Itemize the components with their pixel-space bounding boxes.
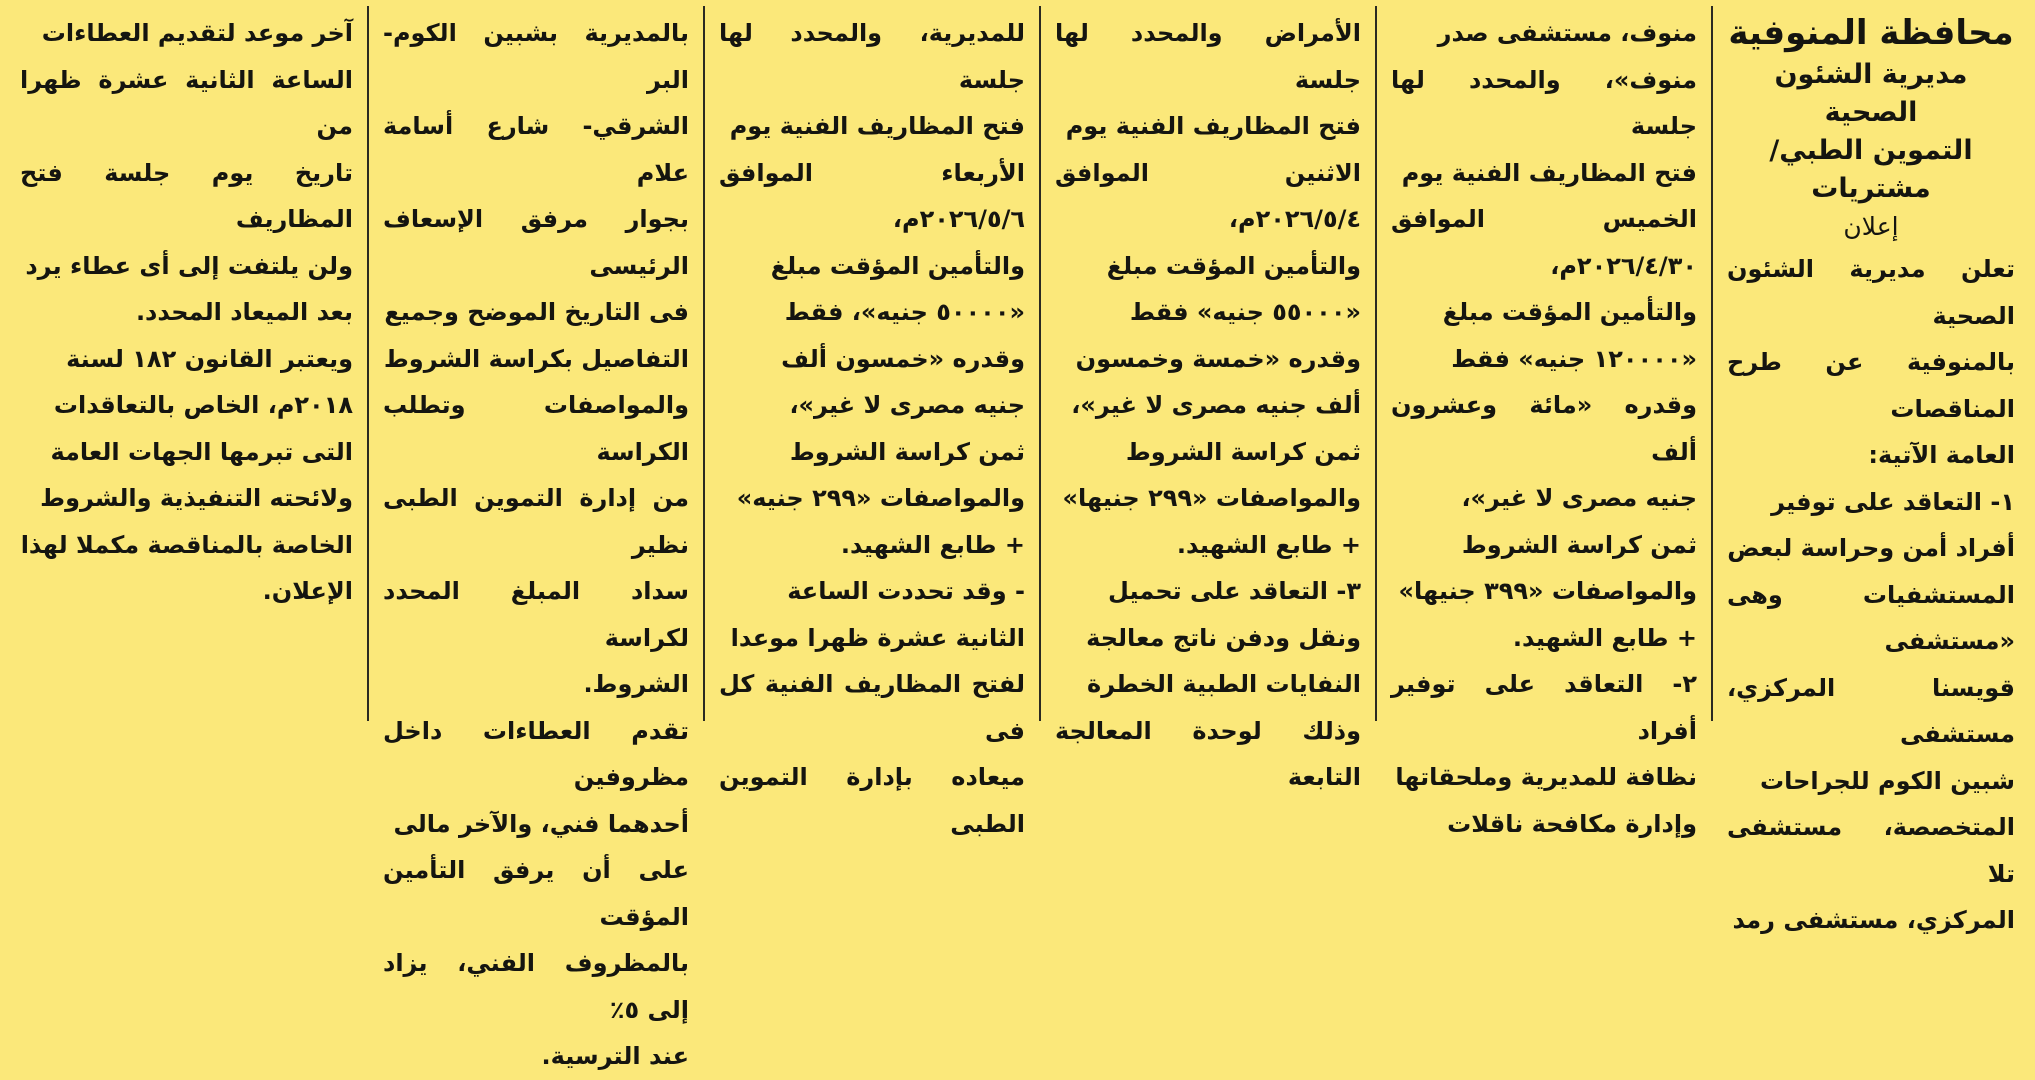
notice-label: إعلان [1843, 212, 1899, 241]
text-line: «٥٥٠٠٠ جنيه» فقط [1129, 298, 1361, 326]
column-text [719, 10, 1025, 847]
text-line: بالمظروف الفني، يزاد إلى ٥٪ [383, 949, 689, 1024]
text-line: الشرقي- شارع أسامة علام [383, 112, 689, 187]
text-line: شبين الكوم للجراحات [1759, 766, 2015, 795]
text-line: التفاصيل بكراسة الشروط [383, 344, 689, 373]
text-line: المستشفيات وهى «مستشفى [1727, 580, 2015, 655]
text-line: الخاصة بالمناقصة مكملا لهذا [20, 530, 353, 559]
text-line: والمواصفات «٣٩٩ جنيها» [1398, 577, 1697, 605]
text-line: ثمن كراسة الشروط [789, 437, 1025, 466]
text-line: ولائحته التنفيذية والشروط [40, 484, 353, 512]
column-4 [703, 6, 1039, 838]
text-line: والتأمين المؤقت مبلغ [1106, 251, 1361, 280]
column-text [20, 10, 353, 615]
department-subtitle: التموين الطبي/ مشتريات [1769, 135, 1973, 204]
text-line: نظافة للمديرية وملحقاتها [1395, 763, 1697, 791]
text-line: عند الترسية. [541, 1042, 689, 1070]
text-line: لفتح المظاريف الفنية كل فى [719, 670, 1025, 745]
text-line: «٥٠٠٠٠ جنيه»، فقط [784, 298, 1025, 326]
text-line: الشروط. [583, 670, 689, 698]
column-5 [367, 6, 703, 1070]
text-line: ويعتبر القانون ١٨٢ لسنة [66, 344, 353, 373]
text-line: التى تبرمها الجهات العامة [50, 437, 353, 466]
text-line: تقدم العطاءات داخل مظروفين [383, 716, 689, 791]
text-line: أفراد أمن وحراسة لبعض [1727, 534, 2015, 562]
text-line: أحدهما فني، والآخر مالى [393, 809, 689, 838]
text-line: والتأمين المؤقت مبلغ [770, 251, 1025, 280]
text-line: للمديرية، والمحدد لها جلسة [719, 19, 1025, 94]
text-line: والمواصفات «٢٩٩ جنيها» [1062, 484, 1361, 512]
text-line: بجوار مرفق الإسعاف الرئيسى [383, 205, 689, 280]
column-3 [1039, 6, 1375, 791]
text-line: والمواصفات «٢٩٩ جنيه» [736, 484, 1025, 512]
column-text [1727, 246, 2015, 944]
text-line: وقدره «مائة وعشرون ألف [1391, 391, 1697, 466]
text-line: - وقد تحددت الساعة [787, 577, 1025, 605]
text-line: + طابع الشهيد. [840, 530, 1025, 559]
text-line: فتح المظاريف الفنية يوم [1065, 112, 1361, 140]
column-2 [1375, 6, 1711, 838]
text-line: «١٢٠٠٠٠ جنيه» فقط [1451, 344, 1697, 373]
text-line: بعد الميعاد المحدد. [135, 298, 353, 326]
text-line: ثمن كراسة الشروط [1461, 530, 1697, 559]
text-line: المركزي، مستشفى رمد [1732, 906, 2015, 934]
text-line: فتح المظاريف الفنية يوم [1401, 158, 1697, 187]
text-line: بالمديرية بشبين الكوم- البر [383, 19, 689, 94]
text-line: تعلن مديرية الشئون الصحية [1727, 255, 2015, 330]
text-line: منوف، مستشفى صدر [1437, 19, 1697, 47]
text-line: تاريخ يوم جلسة فتح المظاريف [20, 158, 353, 233]
text-line: ٢٠١٨م، الخاص بالتعاقدات [53, 391, 353, 419]
column-6 [6, 6, 367, 721]
text-line: آخر موعد لتقديم العطاءات [41, 19, 353, 47]
text-line: ميعاده بإدارة التموين الطبى [719, 763, 1025, 838]
text-line: + طابع الشهيد. [1176, 530, 1361, 559]
directorate-subtitle: مديرية الشئون الصحية [1774, 59, 1968, 128]
text-line: وقدره «خمسة وخمسون [1075, 344, 1361, 373]
text-line: ١- التعاقد على توفير [1771, 487, 2015, 516]
column-1 [1711, 6, 2029, 934]
text-line: جنيه مصرى لا غير»، [789, 391, 1025, 419]
text-line: وذلك لوحدة المعالجة التابعة [1055, 716, 1361, 791]
text-line: ألف جنيه مصرى لا غير»، [1071, 391, 1361, 419]
text-line: والمواصفات وتطلب الكراسة [383, 391, 689, 466]
text-line: من إدارة التموين الطبى نظير [383, 484, 689, 559]
text-line: جنيه مصرى لا غير»، [1461, 484, 1697, 512]
text-line: الاثنين الموافق ٢٠٢٦/٥/٤م، [1055, 158, 1361, 233]
text-line: قويسنا المركزي، مستشفى [1727, 673, 2015, 748]
column-text [383, 10, 689, 1080]
text-line: الساعة الثانية عشرة ظهرا من [20, 65, 353, 140]
text-line: على أن يرفق التأمين المؤقت [383, 856, 689, 931]
text-line: ونقل ودفن ناتج معالجة [1086, 623, 1361, 652]
column-text [1391, 10, 1697, 847]
text-line: منوف»، والمحدد لها جلسة [1391, 65, 1697, 140]
text-line: + طابع الشهيد. [1512, 623, 1697, 652]
text-line: ٣- التعاقد على تحميل [1108, 577, 1361, 605]
text-line: فتح المظاريف الفنية يوم [729, 112, 1025, 140]
text-line: الخميس الموافق ٢٠٢٦/٤/٣٠م، [1391, 205, 1697, 280]
text-line: المتخصصة، مستشفى تلا [1727, 813, 2015, 888]
text-line: الأربعاء الموافق ٢٠٢٦/٥/٦م، [719, 158, 1025, 233]
governorate-title: محافظة المنوفية [1728, 13, 2014, 53]
text-line: العامة الآتية: [1868, 441, 2015, 469]
text-line: وقدره «خمسون ألف [781, 344, 1025, 373]
text-line: الثانية عشرة ظهرا موعدا [730, 623, 1025, 652]
text-line: فى التاريخ الموضح وجميع [384, 298, 689, 326]
text-line: الأمراض والمحدد لها جلسة [1055, 19, 1361, 94]
text-line: الإعلان. [262, 577, 353, 605]
text-line: بالمنوفية عن طرح المناقصات [1727, 348, 2015, 423]
column-text [1055, 10, 1361, 801]
text-line: سداد المبلغ المحدد لكراسة [383, 577, 689, 652]
text-line: ثمن كراسة الشروط [1125, 437, 1361, 466]
text-line: النفايات الطبية الخطرة [1087, 670, 1361, 698]
text-line: وإدارة مكافحة ناقلات [1447, 809, 1697, 838]
text-line: ولن يلتفت إلى أى عطاء يرد [25, 251, 353, 280]
text-line: ٢- التعاقد على توفير أفراد [1391, 670, 1697, 745]
text-line: والتأمين المؤقت مبلغ [1442, 298, 1697, 326]
